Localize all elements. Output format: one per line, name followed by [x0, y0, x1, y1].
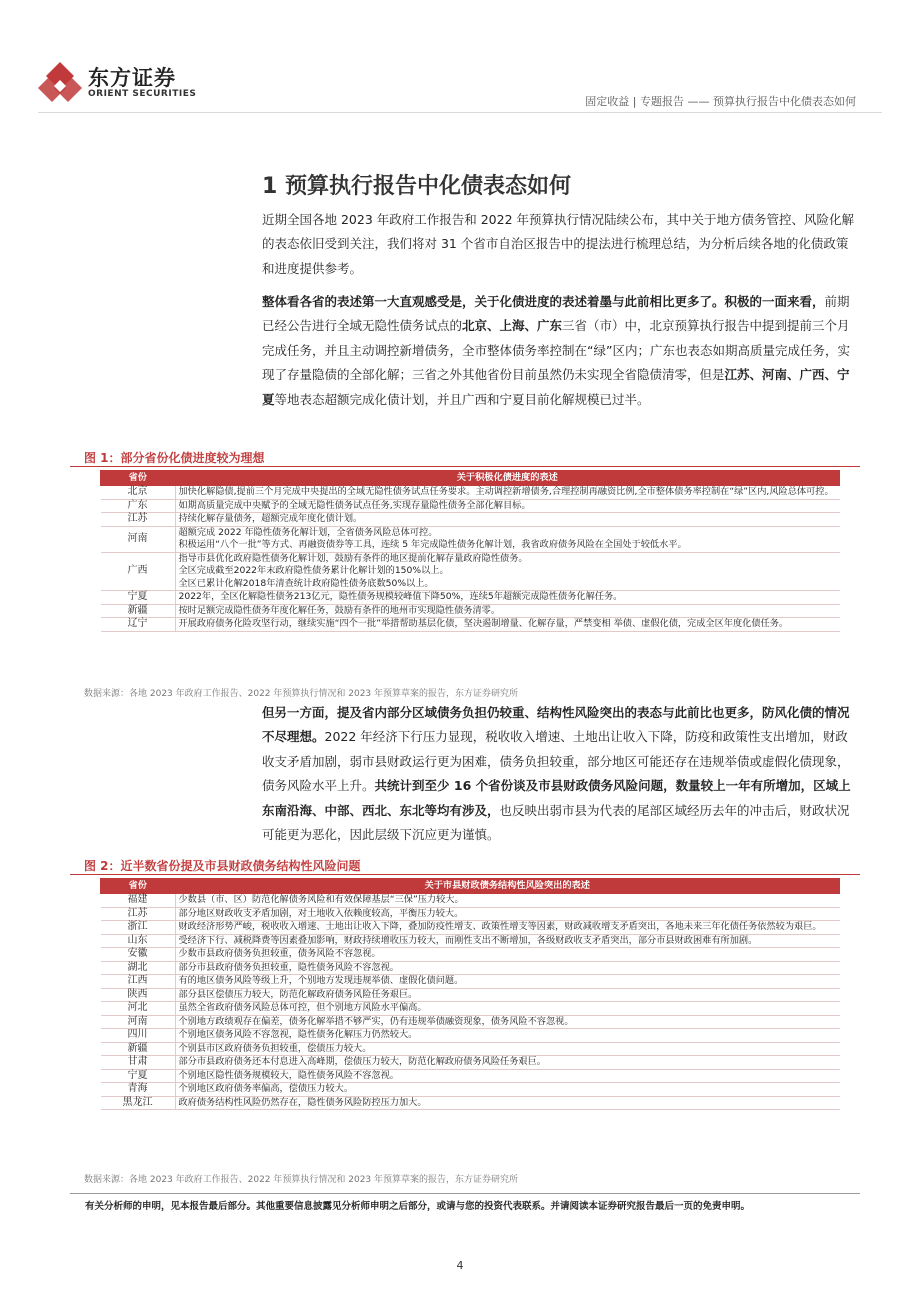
text-run: 但另一方面，提及省内部分区域债务负担仍较重、结构性风险突出的表态与此前比也更多，防风化债的情况不尽理想。	[262, 705, 850, 745]
province-cell: 湖北	[101, 961, 176, 975]
province-cell: 新疆	[101, 604, 176, 618]
text-run: 2022 年经济下行压力显现，税收收入增速、土地出让收入下降，防疫和政策性支出增加，财政收支矛盾加剧，弱市县财政运行更为困难，债务负担较重，部分地区可能还存在违规举债或虚假化债现象，债务风险水平上升。	[262, 729, 850, 794]
page-number: 4	[456, 1259, 464, 1272]
description-cell: 少数县（市、区）防范化解债务风险和有效保障基层“三保”压力较大。	[175, 894, 840, 908]
table-row	[101, 526, 840, 552]
description-cell: 部分市县政府债务还本付息进入高峰期，偿债压力较大，防范化解政府债务风险任务艰巨。	[175, 1056, 840, 1070]
table-row	[101, 618, 840, 632]
description-cell: 部分县区偿债压力较大，防范化解政府债务风险任务艰巨。	[175, 988, 840, 1002]
paragraph-intro: 近期全国各地 2023 年政府工作报告和 2022 年预算执行情况陆续公布，其中关于地方债务管控、风险化解的表态依旧受到关注，我们将对 31 个省市自治区报告中的提法进行梳理总结，为分析后续各地的化债政策和进度提供参考。	[262, 212, 855, 276]
province-cell: 辽宁	[101, 618, 176, 632]
header-divider	[38, 112, 882, 113]
description-cell: 个别地区隐性债务规模较大，隐性债务风险不容忽视。	[175, 1069, 840, 1083]
province-cell: 河北	[101, 1002, 176, 1016]
description-cell: 部分市县政府债务负担较重，隐性债务风险不容忽视。	[175, 961, 840, 975]
province-cell: 青海	[101, 1083, 176, 1097]
table-row	[101, 894, 840, 908]
table-row	[101, 1083, 840, 1097]
table-row	[101, 948, 840, 962]
table-header-row	[101, 471, 840, 486]
table-row	[101, 1096, 840, 1110]
text-run: 共统计到至少 16 个省份谈及市县财政债务风险问题，数量较上一年有所增加，区域上东南沿海、中部、西北、东北等均有涉及，	[262, 778, 851, 818]
paragraph-risk	[262, 701, 858, 847]
province-cell: 河南	[101, 1015, 176, 1029]
description-cell: 虽然全省政府债务风险总体可控，但个别地方风险水平偏高。	[175, 1002, 840, 1016]
province-cell: 江苏	[101, 907, 176, 921]
table-row	[101, 921, 840, 935]
orient-logo-icon	[38, 60, 82, 104]
text-run: 前期已经公告进行全域无隐性债务试点的	[262, 294, 850, 334]
figure-2-title: 图 2：近半数省份提及市县财政债务结构性风险问题	[84, 859, 361, 873]
text-run: 江苏、河南、广西、宁夏	[262, 367, 850, 407]
logo-text-cn: 东方证券	[88, 66, 176, 90]
description-cell: 持续化解存量债务，超额完成年度化债计划。	[175, 513, 840, 527]
table-header-row	[101, 879, 840, 894]
province-cell: 宁夏	[101, 1069, 176, 1083]
description-cell: 按时足额完成隐性债务年度化解任务，鼓励有条件的地州市实现隐性债务清零。	[175, 604, 840, 618]
description-cell: 开展政府债务化险攻坚行动，继续实施“四个一批”举措帮助基层化债，坚决遏制增量、化解存量，严禁变相 举债、虚假化债，完成全区年度化债任务。	[175, 618, 840, 632]
breadcrumb: 固定收益 | 专题报告 —— 预算执行报告中化债表态如何	[585, 95, 856, 108]
column-header-description: 关于积极化债进度的表述	[175, 471, 840, 486]
figure-1-source: 数据来源：各地 2023 年政府工作报告、2022 年预算执行情况和 2023 年预算草案的报告，东方证券研究所	[84, 689, 519, 699]
table-row	[101, 1002, 840, 1016]
table-row	[101, 961, 840, 975]
description-cell: 少数市县政府债务负担较重，债务风险不容忽视。	[175, 948, 840, 962]
province-cell: 陕西	[101, 988, 176, 1002]
table-row	[101, 1056, 840, 1070]
text-run: 北京、上海、广东	[462, 318, 563, 334]
province-cell: 浙江	[101, 921, 176, 935]
logo-text-en: ORIENT SECURITIES	[88, 89, 197, 99]
province-cell: 北京	[101, 486, 176, 500]
province-cell: 广东	[101, 499, 176, 513]
table-row	[101, 1042, 840, 1056]
column-header-province: 省份	[101, 471, 176, 486]
figure-1-table	[100, 470, 840, 632]
province-cell: 黑龙江	[101, 1096, 176, 1110]
province-cell: 安徽	[101, 948, 176, 962]
table-row	[101, 591, 840, 605]
table-row	[101, 552, 840, 591]
description-cell: 有的地区债务风险等级上升，个别地方发现违规举债、虚假化债问题。	[175, 975, 840, 989]
figure-2-table	[100, 878, 840, 1110]
text-run: 也反映出弱市县为代表的尾部区域经历去年的冲击后，财政状况可能更为恶化，因此层级下沉应更为谨慎。	[262, 802, 850, 843]
description-cell: 个别县市区政府债务负担较重，偿债压力较大。	[175, 1042, 840, 1056]
province-cell: 甘肃	[101, 1056, 176, 1070]
table-row	[101, 486, 840, 500]
table-row	[101, 604, 840, 618]
figure-2-divider	[70, 874, 860, 875]
description-cell: 财政经济形势严峻，税收收入增速、土地出让收入下降，叠加防疫性增支、政策性增支等因素，财政减收增支矛盾突出，各地未来三年化债任务依然较为艰巨。	[175, 921, 840, 935]
table-row	[101, 975, 840, 989]
description-cell: 超额完成 2022 年隐性债务化解计划，全省债务风险总体可控。 积极运用“八个一批”等方式、再融资债券等工具，连续 5 年完成隐性债务化解计划，我省政府债务风险在全国处于较低水平。	[175, 526, 840, 552]
text-run: 等地表态超额完成化债计划，并且广西和宁夏目前化解规模已过半。	[274, 391, 650, 407]
table-row	[101, 513, 840, 527]
column-header-description: 关于市县财政债务结构性风险突出的表述	[175, 879, 840, 894]
figure-1-title: 图 1：部分省份化债进度较为理想	[84, 451, 265, 465]
description-cell: 2022年，全区化解隐性债务213亿元，隐性债务规模较峰值下降50%，连续5年超额完成隐性债务化解任务。	[175, 591, 840, 605]
province-cell: 四川	[101, 1029, 176, 1043]
page-header	[0, 0, 920, 120]
province-cell: 新疆	[101, 1042, 176, 1056]
province-cell: 山东	[101, 934, 176, 948]
company-logo	[38, 60, 208, 106]
province-cell: 广西	[101, 552, 176, 591]
table-row	[101, 1015, 840, 1029]
description-cell: 指导市县优化政府隐性债务化解计划，鼓励有条件的地区提前化解存量政府隐性债务。 全区完成截至2022年末政府隐性债务累计化解计划的150%以上。 全区已累计化解2018年清查统计政府隐性债务底数50%以上。	[175, 552, 840, 591]
description-cell: 受经济下行、减税降费等因素叠加影响，财政持续增收压力较大，而刚性支出不断增加，各级财政收支矛盾突出，部分市县财政困难有所加剧。	[175, 934, 840, 948]
description-cell: 个别地方政绩观存在偏差，债务化解举措不够严实，仍有违规举债融资现象，债务风险不容忽视。	[175, 1015, 840, 1029]
province-cell: 河南	[101, 526, 176, 552]
table-row	[101, 1029, 840, 1043]
paragraph-positive	[262, 290, 858, 412]
description-cell: 部分地区财政收支矛盾加剧，对土地收入依赖度较高，平衡压力较大。	[175, 907, 840, 921]
text-run: 三省（市）中，北京预算执行报告中提到提前三个月完成任务，并且主动调控新增债务，全市整体债务率控制在“绿”区内；广东也表态如期高质量完成任务，实现了存量隐债的全部化解；三省之外其他省份目前虽然仍未实现全省隐债清零，但是	[262, 318, 850, 383]
text-run: 整体看各省的表述第一大直观感受是，关于化债进度的表述着墨与此前相比更多了。积极的一面来看，	[262, 294, 825, 309]
table-row	[101, 934, 840, 948]
province-cell: 江苏	[101, 513, 176, 527]
description-cell: 加快化解隐债,提前三个月完成中央提出的全域无隐性债务试点任务要求。主动调控新增债务,合理控制再融资比例,全市整体债务率控制在“绿”区内,风险总体可控。	[175, 486, 840, 500]
table-row	[101, 907, 840, 921]
section-title: 1 预算执行报告中化债表态如何	[262, 174, 571, 199]
table-row	[101, 988, 840, 1002]
description-cell: 政府债务结构性风险仍然存在，隐性债务风险防控压力加大。	[175, 1096, 840, 1110]
figure-1-divider	[70, 466, 860, 467]
figure-2-source: 数据来源：各地 2023 年政府工作报告、2022 年预算执行情况和 2023 年预算草案的报告，东方证券研究所	[84, 1175, 519, 1185]
column-header-province: 省份	[101, 879, 176, 894]
footer-divider	[70, 1193, 860, 1194]
table-row	[101, 499, 840, 513]
province-cell: 江西	[101, 975, 176, 989]
province-cell: 宁夏	[101, 591, 176, 605]
province-cell: 福建	[101, 894, 176, 908]
description-cell: 如期高质量完成中央赋予的全域无隐性债务试点任务,实现存量隐性债务全部化解目标。	[175, 499, 840, 513]
description-cell: 个别地区债务风险不容忽视，隐性债务化解压力仍然较大。	[175, 1029, 840, 1043]
footer-disclaimer: 有关分析师的申明，见本报告最后部分。其他重要信息披露见分析师申明之后部分，或请与您的投资代表联系。并请阅读本证券研究报告最后一页的免责申明。	[85, 1201, 751, 1212]
description-cell: 个别地区政府债务率偏高，偿债压力较大。	[175, 1083, 840, 1097]
table-row	[101, 1069, 840, 1083]
